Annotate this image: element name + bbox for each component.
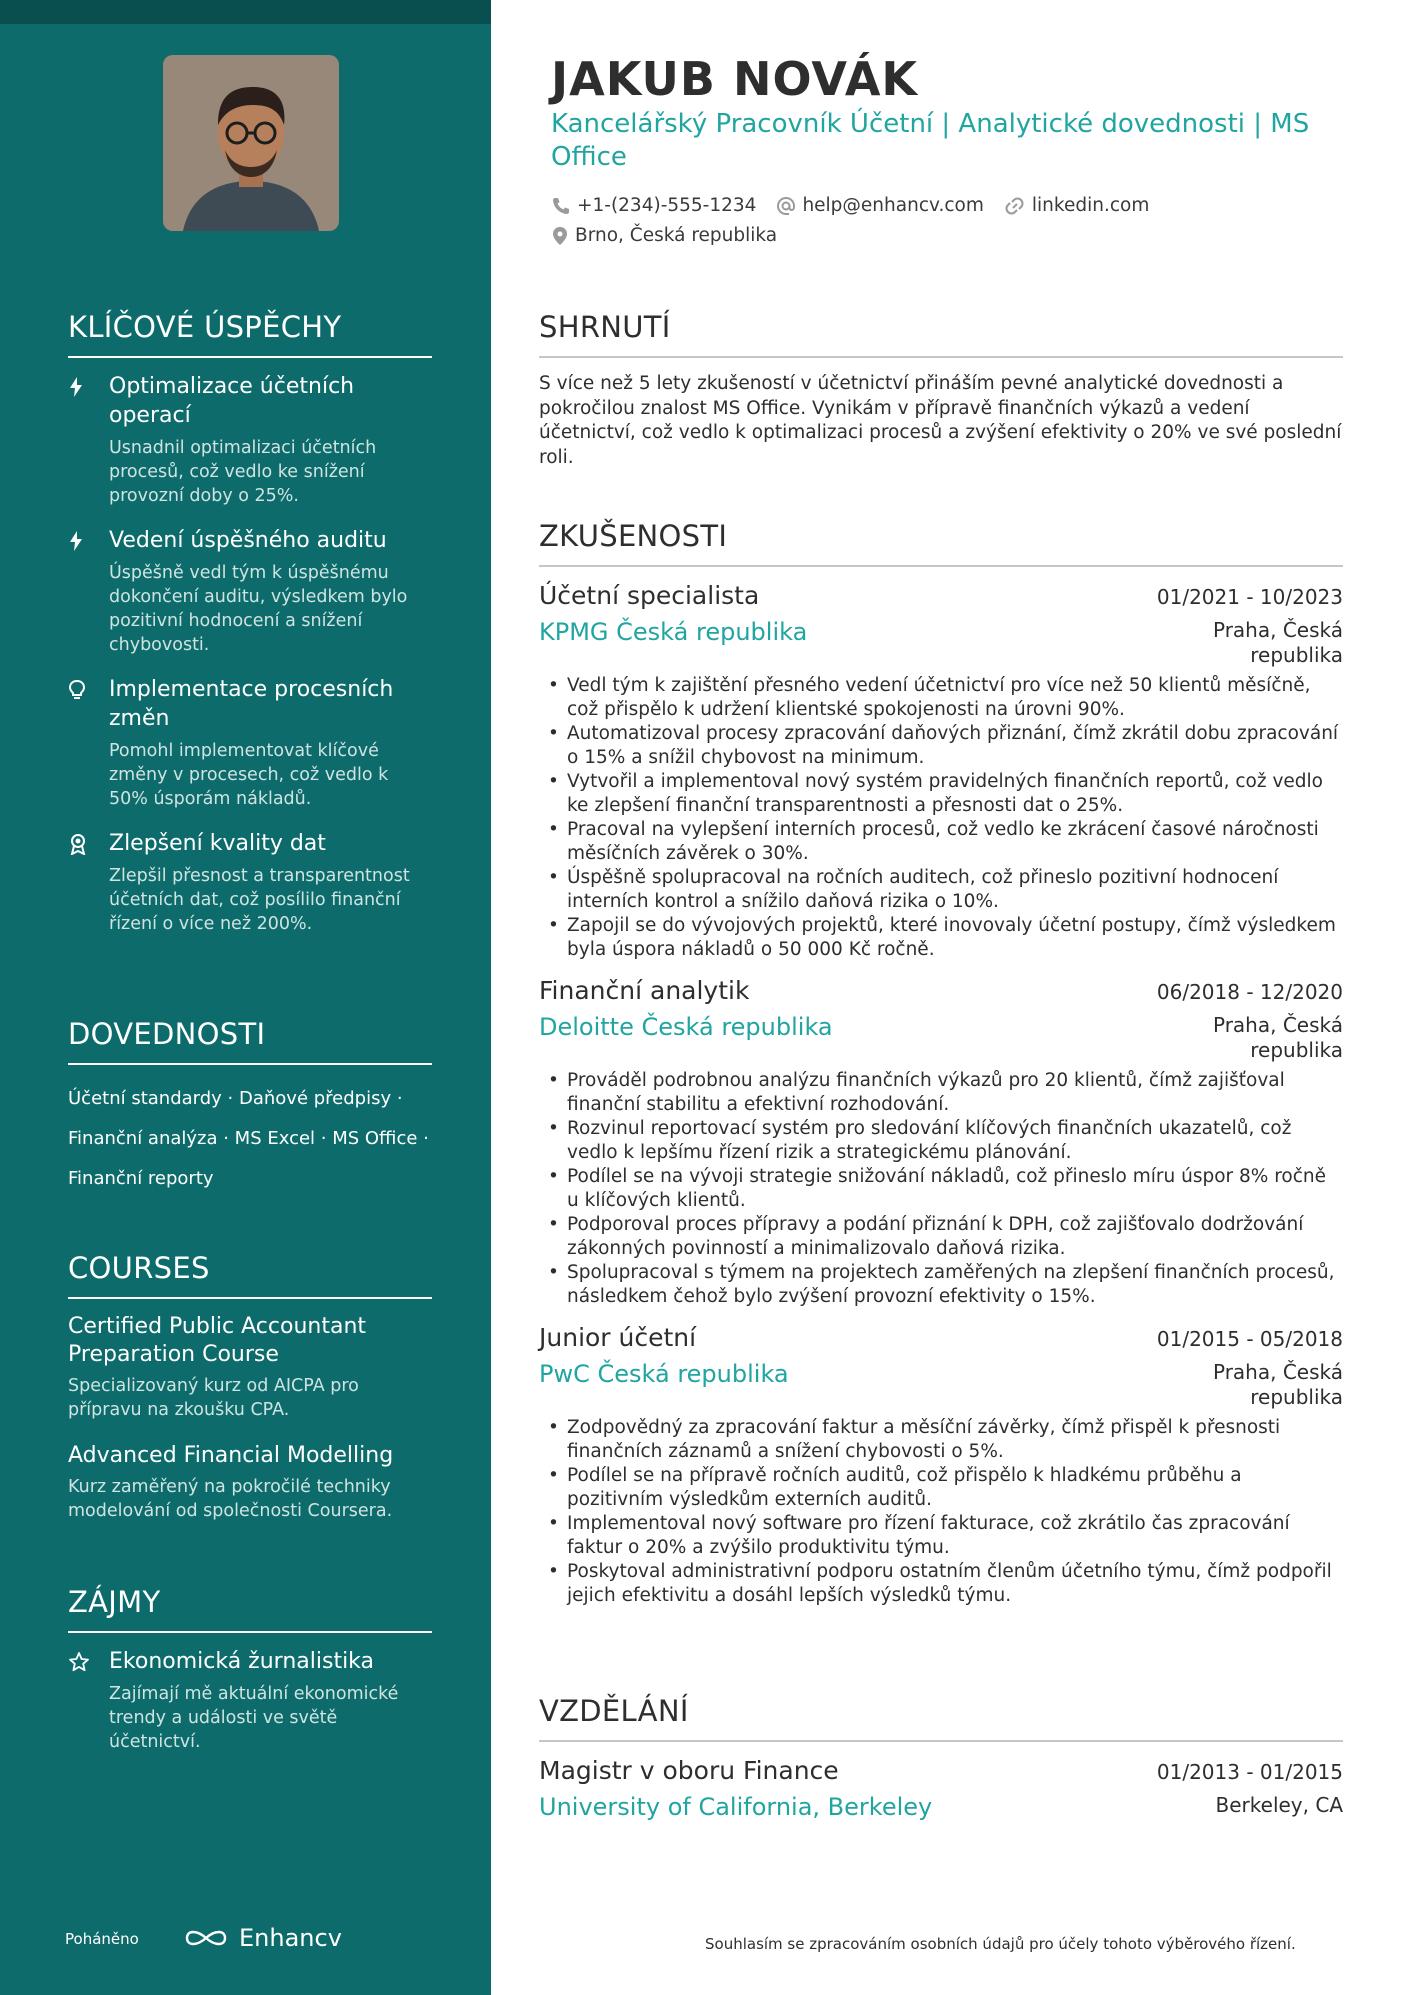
job-company: PwC Česká republika [539,1360,789,1388]
achievement-title: Implementace procesních změn [109,677,394,731]
contact-row [551,195,1169,216]
bullet-item: • Prováděl podrobnou analýzu finančních výkazů pro 20 klientů, čímž zajišťoval finanční stabilitu a efektivní rozhodování. [539,1069,1343,1117]
link-icon [1004,196,1026,216]
bullet-item: • Zapojil se do vývojových projektů, které inovovaly účetní postupy, čímž výsledkem byla úspora nákladů o 50 000 Kč ročně. [539,914,1343,962]
achievements-title: KLÍČOVÉ ÚSPĚCHY [68,310,432,358]
job-bullets [539,1069,1343,1309]
education-location: Berkeley, CA [1215,1793,1343,1817]
email-text: help@enhancv.com [802,195,984,216]
bullet-item: • Vytvořil a implementoval nový systém pravidelných finančních reportů, což vedlo ke zlepšení finanční transparentnosti a přesnosti dat o 25%. [539,770,1343,818]
consent-text: Souhlasím se zpracováním osobních údajů pro účely tohoto výběrového řízení. [705,1935,1296,1953]
job-title: Účetní specialista [539,581,760,610]
education-title: VZDĚLÁNÍ [539,1694,1343,1742]
bullet-item: • Zodpovědný za zpracování faktur a měsíční závěrky, čímž přispěl k přesnosti finančních záznamů a snížení chybovosti o 5%. [539,1416,1343,1464]
achievement-item [68,675,432,811]
bullet-item: • Poskytoval administrativní podporu ostatním členům účetního týmu, čímž podpořil jejich efektivitu a dosáhl lepších výsledků týmu. [539,1560,1343,1608]
location-text: Brno, Česká republika [575,225,778,246]
skills-line: Finanční analýza · MS Excel · MS Office · [68,1128,429,1149]
bolt-icon [68,372,109,508]
course-desc: Kurz zaměřený na pokročilé techniky modelování od společnosti Coursera. [68,1477,393,1521]
achievement-title: Zlepšení kvality dat [109,831,326,856]
award-icon [68,829,109,936]
achievement-desc: Pomohl implementovat klíčové změny v procesech, což vedlo k 50% úsporám nákladů. [109,741,389,809]
experience-title: ZKUŠENOSTI [539,519,1343,567]
contact-email[interactable] [776,195,983,216]
education-section [539,1694,1343,1821]
candidate-name: JAKUB NOVÁK [551,52,919,106]
bullet-item: • Automatizoval procesy zpracování daňových přiznání, čímž zkrátil dobu zpracování o 15% a snížil chybovost na minimum. [539,722,1343,770]
bullet-item: • Rozvinul reportovací systém pro sledování klíčových finančních ukazatelů, což vedlo k lepšímu řízení rizik a strategickému plánování. [539,1117,1343,1165]
job-bullets [539,674,1343,962]
job-dates: 06/2018 - 12/2020 [1156,980,1343,1004]
summary-title: SHRNUTÍ [539,310,1343,358]
contact-linkedin[interactable] [1004,195,1149,216]
enhancv-logo-icon [183,1926,229,1950]
skills-title: DOVEDNOSTI [68,1017,432,1065]
achievement-item [68,829,432,936]
summary-section [539,310,1343,470]
interest-desc: Zajímají mě aktuální ekonomické trendy a události ve světě účetnictví. [109,1684,399,1752]
course-item [68,1442,432,1523]
job-bullets [539,1416,1343,1608]
phone-text: +1-(234)-555-1234 [577,195,757,216]
contact-location [551,225,777,246]
course-desc: Specializovaný kurz od AICPA pro přípravu na zkoušku CPA. [68,1376,359,1420]
contact-phone[interactable] [551,195,756,216]
phone-icon [551,196,571,216]
achievement-title: Optimalizace účetních operací [109,374,355,428]
courses-title: COURSES [68,1251,432,1299]
job-location: Praha, Česká republika [1212,1360,1343,1409]
bullet-item: • Podílel se na přípravě ročních auditů, což přispělo k hladkému průběhu a pozitivním výsledkům externích auditů. [539,1464,1343,1512]
location-pin-icon [551,226,569,246]
contact-row [551,225,797,246]
experience-section [539,519,1343,1608]
job-title: Finanční analytik [539,976,750,1005]
bullet-item: • Implementoval nový software pro řízení fakturace, což zkrátilo čas zpracování faktur o 20% a zvýšilo produktivitu týmu. [539,1512,1343,1560]
bullet-item: • Spolupracoval s týmem na projektech zaměřených na zlepšení finančních procesů, následkem čehož bylo zvýšení provozní efektivity o 15%. [539,1261,1343,1309]
bullet-item: • Vedl tým k zajištění přesného vedení účetnictví pro více než 50 klientů měsíčně, což přispělo k udržení klientské spokojenosti na úrovni 90%. [539,674,1343,722]
achievement-title: Vedení úspěšného auditu [109,528,387,553]
bolt-icon [68,526,109,657]
achievement-desc: Zlepšil přesnost a transparentnost účetních dat, což posílilo finanční řízení o více než 200%. [109,866,410,934]
skills-line: Účetní standardy · Daňové předpisy · [68,1088,403,1109]
achievement-item [68,526,432,657]
job-location: Praha, Česká republika [1212,1013,1343,1062]
summary-text: S více než 5 lety zkušeností v účetnictví přináším pevné analytické dovednosti a pokročilou znalost MS Office. Vynikám v přípravě finančních výkazů a vedení účetnictví, což vedlo k optimalizaci procesů a zvýšení efektivity o 20% ve své poslední roli. [539,373,1342,468]
education-dates: 01/2013 - 01/2015 [1156,1760,1343,1784]
at-icon [776,196,796,216]
skills-line: Finanční reporty [68,1168,214,1189]
education-entry [539,1756,1343,1821]
star-icon [68,1647,109,1754]
sidebar [0,0,491,1995]
job-entry [539,976,1343,1309]
job-title: Junior účetní [539,1323,697,1352]
interest-item [68,1647,432,1754]
achievement-desc: Usnadnil optimalizaci účetních procesů, což vedlo ke snížení provozní doby o 25%. [109,438,377,506]
interests-section [68,1585,432,1772]
job-dates: 01/2021 - 10/2023 [1156,585,1343,609]
interest-title: Ekonomická žurnalistika [109,1649,375,1674]
bullet-item: • Úspěšně spolupracoval na ročních auditech, což přineslo pozitivní hodnocení interních kontrol a snížilo daňová rizika o 10%. [539,866,1343,914]
job-dates: 01/2015 - 05/2018 [1156,1327,1343,1351]
linkedin-text: linkedin.com [1031,195,1150,216]
school: University of California, Berkeley [539,1793,933,1821]
courses-section [68,1251,432,1543]
interests-title: ZÁJMY [68,1585,432,1633]
job-company: Deloitte Česká republika [539,1013,833,1041]
course-title: Advanced Financial Modelling [68,1443,394,1468]
course-title: Certified Public Accountant Preparation Course [68,1314,367,1367]
achievement-desc: Úspěšně vedl tým k úspěšnému dokončení auditu, výsledkem bylo pozitivní hodnocení a snížení chybovosti. [109,563,408,655]
job-company: KPMG Česká republika [539,618,808,646]
achievements-section [68,310,432,954]
job-entry [539,1323,1343,1608]
powered-by-label: Poháněno [65,1930,139,1948]
degree: Magistr v oboru Finance [539,1756,839,1785]
achievement-item [68,372,432,508]
job-entry [539,581,1343,962]
brand-logo[interactable] [183,1924,342,1952]
course-item [68,1313,432,1422]
bullet-item: • Podílel se na vývoji strategie snižování nákladů, což přineslo míru úspor 8% ročně u klíčových klientů. [539,1165,1343,1213]
job-location: Praha, Česká republika [1212,618,1343,667]
lightbulb-icon [68,675,109,811]
brand-name: Enhancv [239,1924,342,1952]
candidate-headline: Kancelářský Pracovník Účetní | Analytické dovednosti | MS Office [551,109,1310,172]
bullet-item: • Pracoval na vylepšení interních procesů, což vedlo ke zkrácení časové náročnosti měsíčních závěrek o 30%. [539,818,1343,866]
skills-section [68,1017,432,1199]
bullet-item: • Podporoval proces přípravy a podání přiznání k DPH, což zajišťovalo dodržování zákonných povinností a minimalizovalo daňová rizika. [539,1213,1343,1261]
sidebar-top-bar [0,0,491,24]
profile-photo [163,55,339,231]
